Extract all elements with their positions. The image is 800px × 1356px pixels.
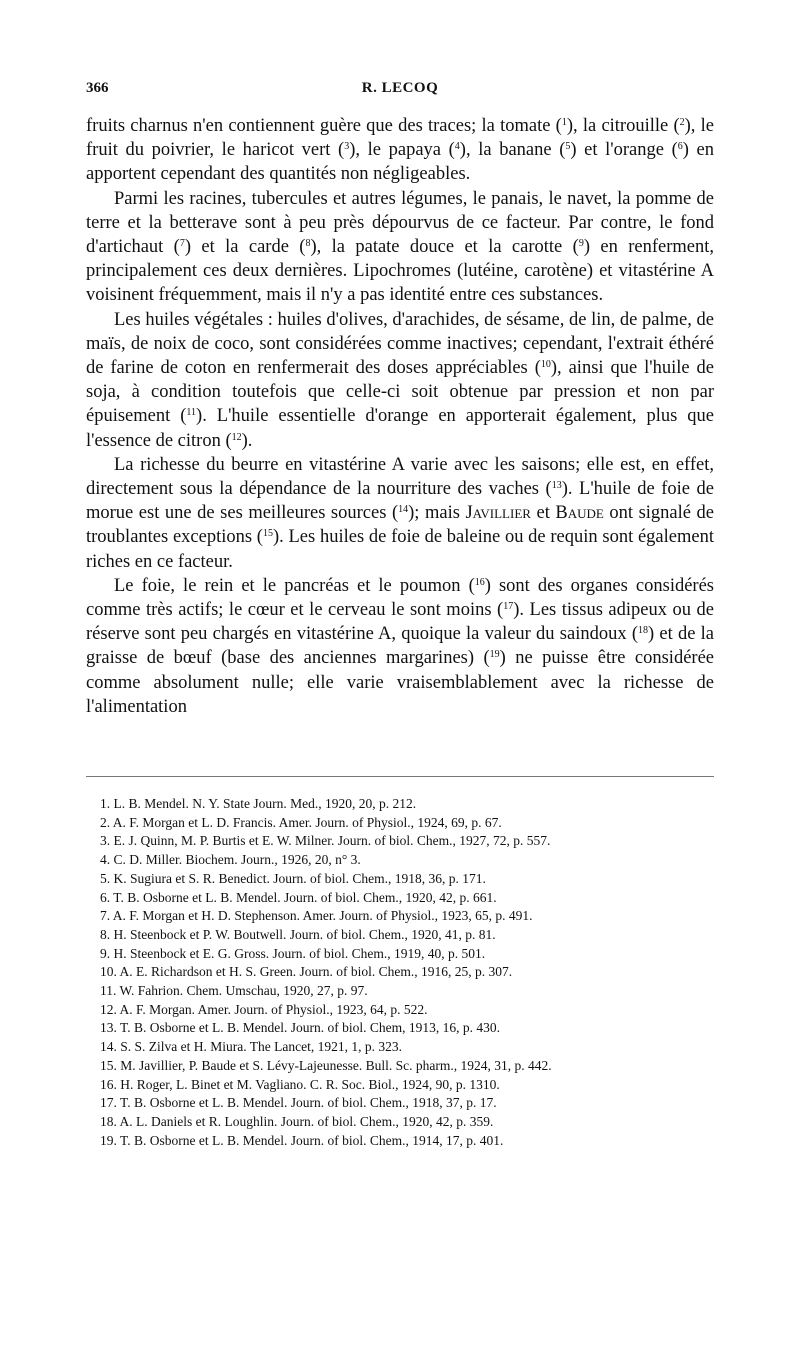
body-paragraph: [86, 453, 714, 574]
footnote-item: 19. T. B. Osborne et L. B. Mendel. Journ. of biol. Chem., 1914, 17, p. 401.: [100, 1132, 504, 1148]
text-run: ), le papaya (: [349, 140, 455, 161]
footnote-item: 9. H. Steenbock et E. G. Gross. Journ. of biol. Chem., 1919, 40, p. 501.: [100, 945, 486, 961]
text-run: ) sont des organes considérés comme très actifs; le cœur et le cerveau le sont moins (: [86, 575, 714, 621]
footnote-reference: 8: [305, 238, 311, 250]
footnote-reference: 2: [679, 117, 685, 128]
text-run: ), la citrouille (: [566, 116, 680, 136]
footnote-item: 10. A. E. Richardson et H. S. Green. Journ. of biol. Chem., 1916, 25, p. 307.: [100, 964, 513, 980]
footnote-reference: 19: [489, 649, 500, 661]
footnote-reference: 9: [578, 238, 584, 250]
footnote-reference: 5: [565, 141, 571, 153]
footnote-reference: 6: [677, 141, 683, 153]
footnote-item: 3. E. J. Quinn, M. P. Burtis et E. W. Milner. Journ. of biol. Chem., 1927, 72, p. 557.: [100, 833, 551, 849]
text-run: et: [530, 503, 556, 524]
text-run: ), la banane (: [459, 140, 566, 161]
footnote-separator: [86, 776, 714, 777]
text-run: ont signalé de troublantes exceptions (: [86, 503, 714, 548]
footnote-reference: 3: [344, 141, 350, 153]
footnote-item: 13. T. B. Osborne et L. B. Mendel. Journ. of biol. Chem, 1913, 16, p. 430.: [100, 1020, 500, 1036]
running-head: R. LECOQ: [361, 80, 439, 96]
text-run: Les huiles végétales : huiles d'olives, d'arachides, de sésame, de lin, de palme, de maïs, de noix de coco, sont considérées comme inactives; cependant, l'extrait éthéré de farine de coton en renfermerait des doses appréciables (: [86, 309, 714, 379]
footnote-item: 14. S. S. Zilva et H. Miura. The Lancet, 1921, 1, p. 323.: [100, 1039, 402, 1055]
footnote-reference: 16: [474, 576, 485, 588]
footnote-item: 16. H. Roger, L. Binet et M. Vagliano. C. R. Soc. Biol., 1924, 90, p. 1310.: [100, 1076, 500, 1092]
footnote-item: 8. H. Steenbock et P. W. Boutwell. Journ. of biol. Chem., 1920, 41, p. 81.: [100, 926, 496, 942]
text-run: La richesse du beurre en vitastérine A varie avec les saisons; elle est, en effet, directement sous la dépendance de la nourriture des vaches (: [86, 454, 714, 500]
text-run: ), le fruit du poivrier, le haricot vert (: [86, 116, 714, 161]
footnote-item: 12. A. F. Morgan. Amer. Journ. of Physiol., 1923, 64, p. 522.: [100, 1001, 428, 1017]
footnote-item: 1. L. B. Mendel. N. Y. State Journ. Med., 1920, 20, p. 212.: [100, 796, 417, 811]
footnotes-list: [100, 795, 720, 1150]
text-run: Le foie, le rein et le pancréas et le poumon (: [114, 575, 475, 596]
footnote-item: 5. K. Sugiura et S. R. Benedict. Journ. of biol. Chem., 1918, 36, p. 171.: [100, 870, 486, 886]
footnote-reference: 12: [231, 431, 242, 443]
footnote-reference: 1: [561, 117, 567, 128]
text-run: ). Les tissus adipeux ou de réserve sont peu chargés en vitastérine A, quoique la valeur du saindoux (: [86, 600, 714, 645]
footnote-reference: 11: [186, 407, 197, 419]
footnote-item: 11. W. Fahrion. Chem. Umschau, 1920, 27, p. 97.: [100, 983, 368, 999]
text-run: ). L'huile essentielle d'orange en apporterait également, plus que l'essence de citron (: [86, 406, 714, 451]
footnote-item: 18. A. L. Daniels et R. Loughlin. Journ. of biol. Chem., 1920, 42, p. 359.: [100, 1113, 494, 1129]
body-paragraph: [86, 187, 714, 308]
footnote-item: 6. T. B. Osborne et L. B. Mendel. Journ. of biol. Chem., 1920, 42, p. 661.: [100, 889, 497, 905]
footnote-item: 4. C. D. Miller. Biochem. Journ., 1926, 20, n° 3.: [100, 852, 361, 868]
footnote-reference: 13: [551, 480, 562, 492]
text-run: ) en apportent cependant des quantités non négligeables.: [86, 140, 715, 185]
text-run: ). Les huiles de foie de baleine ou de requin sont également riches en ce facteur.: [86, 527, 714, 572]
body-text: [86, 114, 714, 719]
page-header: [86, 80, 714, 104]
text-run: ) et de la graisse de bœuf (base des anciennes margarines) (: [86, 624, 714, 669]
footnote-item: 15. M. Javillier, P. Baude et S. Lévy-Lajeunesse. Bull. Sc. pharm., 1924, 31, p. 442.: [100, 1057, 552, 1073]
footnote-reference: 4: [454, 141, 460, 153]
text-run: ) ne puisse être considérée comme absolument nulle; elle varie vraisemblablement avec la richesse de l'alimentation: [86, 648, 714, 717]
text-run: ) et l'orange (: [570, 140, 678, 161]
text-run: ) et la carde (: [184, 237, 306, 258]
text-run: ). L'huile de foie de morue est une de ses meilleures sources (: [86, 479, 714, 524]
footnote-item: 2. A. F. Morgan et L. D. Francis. Amer. Journ. of Physiol., 1924, 69, p. 67.: [100, 814, 502, 830]
text-run: ), la patate douce et la carotte (: [310, 237, 579, 258]
text-run: ), ainsi que l'huile de soja, à condition toutefois que celle-ci soit obtenue par pression et non par épuisement (: [86, 358, 714, 427]
body-paragraph: [86, 114, 714, 187]
footnote-item: 17. T. B. Osborne et L. B. Mendel. Journ. of biol. Chem., 1918, 37, p. 17.: [100, 1095, 497, 1111]
footnote-reference: 18: [637, 625, 648, 637]
page-number: 366: [86, 80, 109, 96]
text-run: Parmi les racines, tubercules et autres légumes, le panais, le navet, la pomme de terre et la betterave sont à peu près dépourvus de ce facteur. Par contre, le fond d'artichaut (: [86, 188, 714, 258]
author-name: Baude: [555, 503, 604, 524]
body-paragraph: [86, 308, 714, 453]
text-run: ) en renferment, principalement ces deux dernières. Lipochromes (lutéine, carotène) et vitastérine A voisinent fréquemment, mais il n'y a pas identité entre ces substances.: [86, 237, 714, 306]
footnote-reference: 7: [179, 238, 185, 250]
text-run: fruits charnus n'en contiennent guère que des traces; la tomate (: [86, 116, 562, 136]
author-name: Javillier: [465, 503, 531, 524]
body-paragraph: [86, 574, 714, 719]
footnote-item: 7. A. F. Morgan et H. D. Stephenson. Amer. Journ. of Physiol., 1923, 65, p. 491.: [100, 908, 533, 924]
footnote-reference: 15: [262, 528, 273, 540]
text-run: ); mais: [408, 503, 466, 524]
footnote-reference: 14: [398, 504, 409, 516]
footnote-reference: 10: [540, 359, 551, 371]
text-run: ).: [241, 430, 253, 451]
footnote-reference: 17: [503, 601, 514, 613]
